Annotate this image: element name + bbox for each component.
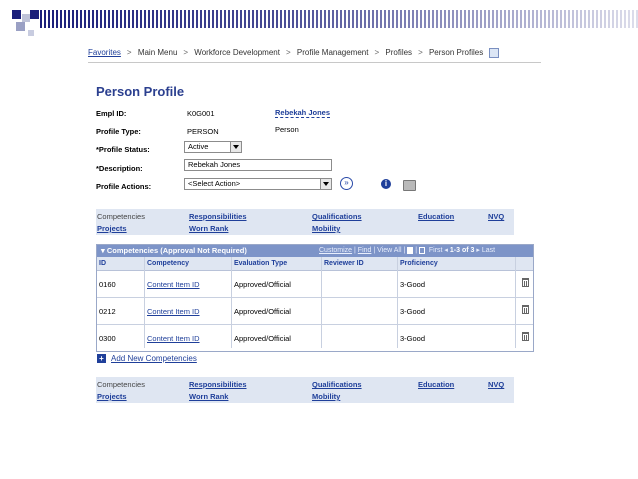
empl-id-value: K0G001 <box>187 109 215 118</box>
tab-education[interactable]: Education <box>418 380 455 389</box>
decor-square <box>16 22 25 31</box>
range-label: 1-3 of 3 <box>449 247 475 254</box>
cell-id: 0160 <box>99 280 116 289</box>
tab-worn-rank[interactable]: Worn Rank <box>189 392 229 401</box>
col-competency[interactable]: Competency <box>147 260 190 267</box>
cell-competency-link[interactable]: Content Item ID <box>147 307 200 316</box>
find-link[interactable]: Find <box>357 247 372 254</box>
profile-type-label: Profile Type: <box>96 127 141 136</box>
breadcrumb-profiles[interactable]: Profiles <box>385 48 413 58</box>
breadcrumb-person-profiles[interactable]: Person Profiles <box>428 48 484 58</box>
breadcrumb <box>88 48 541 63</box>
tab-competencies[interactable]: Competencies <box>97 380 145 389</box>
tab-nvq[interactable]: NVQ <box>488 212 505 221</box>
customize-link[interactable]: Customize <box>319 247 353 254</box>
description-input[interactable]: Rebekah Jones <box>184 159 332 171</box>
last-label[interactable]: Last <box>481 247 496 254</box>
add-new-label[interactable]: Add New Competencies <box>111 354 197 363</box>
decor-square <box>12 10 21 19</box>
competencies-grid <box>96 244 534 352</box>
profile-status-value: Active <box>188 142 209 151</box>
page-title: Person Profile <box>96 84 185 99</box>
profile-actions-value: <Select Action> <box>188 179 241 188</box>
tab-panel-top <box>96 209 514 235</box>
breadcrumb-sep: > <box>374 48 380 58</box>
add-new-competencies[interactable] <box>97 354 197 363</box>
profile-status-select[interactable] <box>184 141 242 153</box>
breadcrumb-sep: > <box>126 48 132 58</box>
add-icon[interactable]: + <box>97 354 106 363</box>
tab-education[interactable]: Education <box>418 212 455 221</box>
go-button[interactable]: » <box>340 177 353 190</box>
cell-evaluation: Approved/Official <box>234 307 291 316</box>
breadcrumb-profile-management[interactable]: Profile Management <box>296 48 369 58</box>
column-divider <box>397 257 398 348</box>
header-stripe-bar <box>40 10 638 28</box>
col-reviewer-id[interactable]: Reviewer ID <box>324 260 364 267</box>
breadcrumb-workforce-development[interactable]: Workforce Development <box>194 48 280 58</box>
delete-row-icon[interactable] <box>522 332 529 341</box>
grid-header <box>97 245 533 257</box>
decor-square <box>22 14 30 22</box>
grid-settings-icon[interactable] <box>419 247 425 254</box>
breadcrumb-main-menu[interactable]: Main Menu <box>137 48 178 58</box>
grid-title-text: Competencies (Approval Not Required) <box>106 246 247 255</box>
tab-competencies[interactable]: Competencies <box>97 212 145 221</box>
tab-mobility[interactable]: Mobility <box>312 224 341 233</box>
next-icon[interactable]: ▸ <box>476 247 480 254</box>
cell-competency-link[interactable]: Content Item ID <box>147 280 200 289</box>
download-icon[interactable] <box>407 247 413 254</box>
cell-competency-link[interactable]: Content Item ID <box>147 334 200 343</box>
grid-title <box>101 246 247 255</box>
column-divider <box>144 257 145 348</box>
profile-actions-label: Profile Actions: <box>96 182 152 191</box>
empl-id-label: Empl ID: <box>96 109 127 118</box>
cell-evaluation: Approved/Official <box>234 280 291 289</box>
tab-nvq[interactable]: NVQ <box>488 380 505 389</box>
table-row <box>97 325 533 351</box>
tab-responsibilities[interactable]: Responsibilities <box>189 380 247 389</box>
column-divider <box>515 257 516 348</box>
tab-projects[interactable]: Projects <box>97 224 127 233</box>
column-divider <box>231 257 232 348</box>
tab-responsibilities[interactable]: Responsibilities <box>189 212 247 221</box>
description-label: *Description: <box>96 164 143 173</box>
breadcrumb-sep: > <box>183 48 189 58</box>
cell-id: 0300 <box>99 334 116 343</box>
col-id[interactable]: ID <box>99 260 106 267</box>
cell-id: 0212 <box>99 307 116 316</box>
chevron-down-icon <box>230 142 241 152</box>
grid-column-headers <box>97 257 533 271</box>
collapse-icon[interactable]: ▾ <box>101 246 105 255</box>
table-row <box>97 271 533 298</box>
profile-actions-select[interactable] <box>184 178 332 190</box>
cell-proficiency: 3-Good <box>400 280 426 289</box>
tab-projects[interactable]: Projects <box>97 392 127 401</box>
col-proficiency[interactable]: Proficiency <box>400 260 438 267</box>
cell-proficiency: 3-Good <box>400 307 426 316</box>
profile-type-value: PERSON <box>187 127 219 136</box>
cell-evaluation: Approved/Official <box>234 334 291 343</box>
info-icon[interactable]: i <box>381 179 391 189</box>
print-icon[interactable] <box>403 180 416 191</box>
delete-row-icon[interactable] <box>522 305 529 314</box>
profile-type-desc: Person <box>275 125 299 134</box>
breadcrumb-favorites[interactable]: Favorites <box>88 48 121 58</box>
new-window-icon[interactable] <box>489 48 499 58</box>
cell-proficiency: 3-Good <box>400 334 426 343</box>
tab-worn-rank[interactable]: Worn Rank <box>189 224 229 233</box>
profile-status-label: *Profile Status: <box>96 145 150 154</box>
decor-square <box>30 10 39 19</box>
tab-qualifications[interactable]: Qualifications <box>312 380 362 389</box>
table-row <box>97 298 533 325</box>
prev-icon[interactable]: ◂ <box>444 247 448 254</box>
first-label[interactable]: First <box>428 247 443 254</box>
column-divider <box>321 257 322 348</box>
col-evaluation-type[interactable]: Evaluation Type <box>234 260 288 267</box>
person-name: Rebekah Jones <box>275 108 331 117</box>
tab-mobility[interactable]: Mobility <box>312 392 341 401</box>
breadcrumb-sep: > <box>285 48 291 58</box>
tab-panel-bottom <box>96 377 514 403</box>
chevron-down-icon <box>320 179 331 189</box>
tab-qualifications[interactable]: Qualifications <box>312 212 362 221</box>
breadcrumb-sep: > <box>418 48 423 58</box>
grid-navigation: Customize | Find | View All | | First ◂ 1-3 of 3 ▸ Last <box>319 247 496 254</box>
delete-row-icon[interactable] <box>522 278 529 287</box>
decor-square <box>28 30 34 36</box>
view-all-link[interactable]: View All <box>377 247 402 254</box>
